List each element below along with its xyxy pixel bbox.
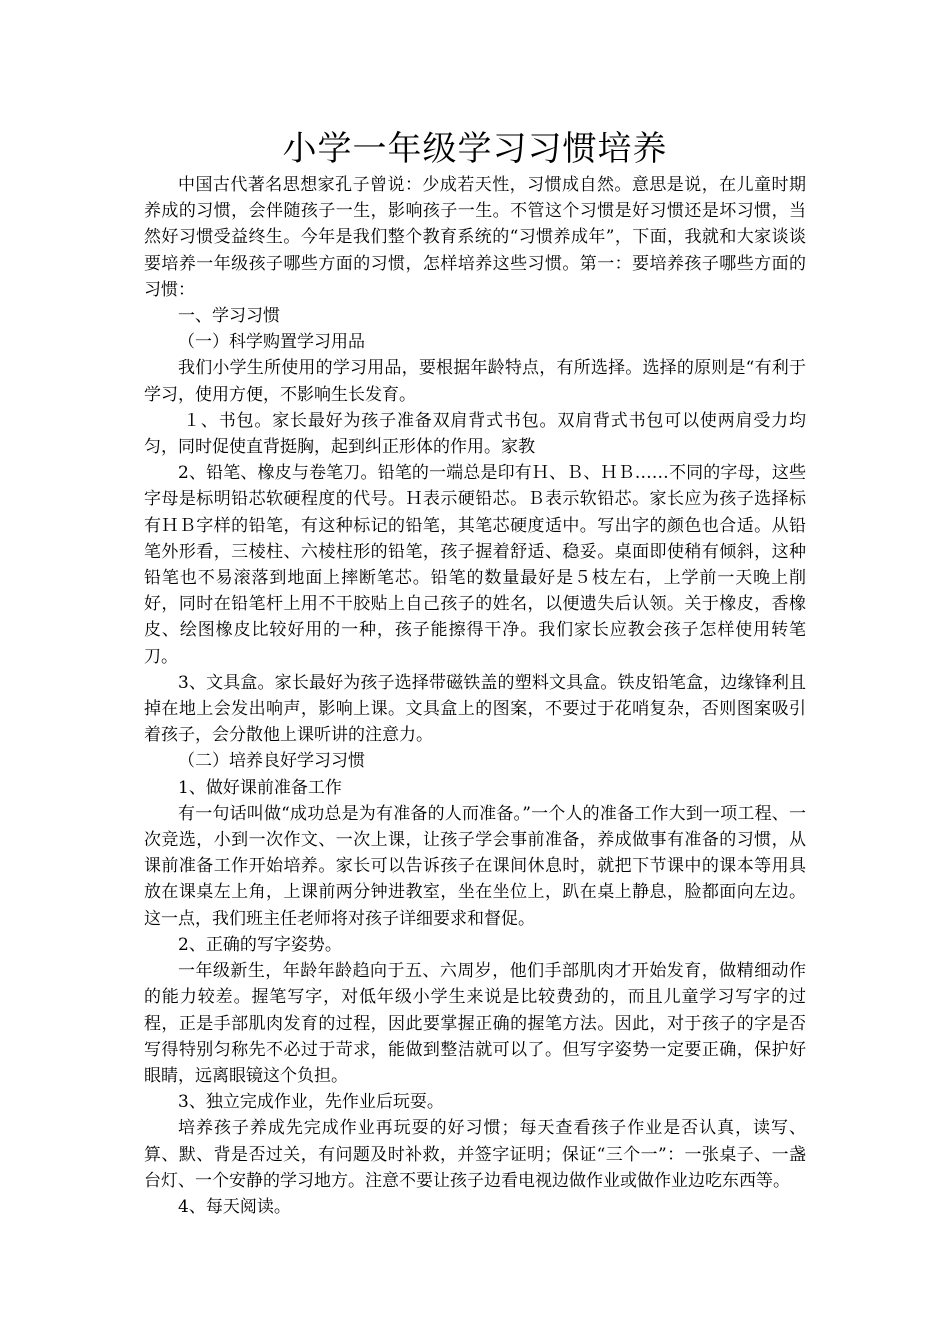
subheading-supplies: （一）科学购置学习用品 [178, 332, 365, 353]
heading-daily-reading: 4、每天阅读。 [178, 1196, 291, 1217]
heading-writing-posture: 2、正确的写字姿势。 [178, 934, 342, 955]
paragraph-pencil-box: 3、文具盒。家长最好为孩子选择带磁铁盖的塑料文具盒。铁皮铅笔盒，边缘锋利且掉在地上会发出响声，影响上课。文具盒上的图案，不要过于花哨复杂，否则图案吸引着孩子，会分散他上课听讲的注意力。 [144, 672, 806, 746]
heading-homework: 3、独立完成作业，先作业后玩耍。 [178, 1092, 444, 1113]
document-body [144, 172, 806, 1220]
heading-study-habits: 一、学习习惯 [178, 306, 280, 327]
paragraph-schoolbag: １、书包。家长最好为孩子准备双肩背式书包。双肩背式书包可以使两肩受力均匀，同时促使直背挺胸，起到纠正形体的作用。家教 [144, 410, 806, 458]
paragraph-class-preparation: 有一句话叫做“成功总是为有准备的人而准备。”一个人的准备工作大到一项工程、一次竞选，小到一次作文、一次上课，让孩子学会事前准备，养成做事有准备的习惯，从课前准备工作开始培养。家长可以告诉孩子在课间休息时，就把下节课中的课本等用具放在课桌左上角，上课前两分钟进教室，坐在坐位上，趴在桌上静息，脸都面向左边。这一点，我们班主任老师将对孩子详细要求和督促。 [144, 803, 806, 929]
paragraph-supplies-principle: 我们小学生所使用的学习用品，要根据年龄特点，有所选择。选择的原则是“有利于学习，使用方便，不影响生长发育。 [144, 358, 806, 405]
paragraph-intro: 中国古代著名思想家孔子曾说：少成若天性，习惯成自然。意思是说，在儿童时期养成的习惯，会伴随孩子一生，影响孩子一生。不管这个习惯是好习惯还是坏习惯，当然好习惯受益终生。今年是我们整个教育系统的“习惯养成年”，下面，我就和大家谈谈要培养一年级孩子哪些方面的习惯，怎样培养这些习惯。第一：要培养孩子哪些方面的习惯： [144, 175, 806, 300]
paragraph-writing-posture: 一年级新生，年龄年龄趋向于五、六周岁，他们手部肌肉才开始发育，做精细动作的能力较差。握笔写字，对低年级小学生来说是比较费劲的，而且儿童学习写字的过程，正是手部肌肉发育的过程，因此要掌握正确的握笔方法。因此，对于孩子的字是否写得特别匀称先不必过于苛求，能做到整洁就可以了。但写字姿势一定要正确，保护好眼睛，远离眼镜这个负担。 [144, 961, 806, 1086]
document-title: 小学一年级学习习惯培养 [282, 129, 668, 169]
subheading-good-habits: （二）培养良好学习习惯 [178, 751, 365, 772]
paragraph-pencils: 2、铅笔、橡皮与卷笔刀。铅笔的一端总是印有Ｈ、Ｂ、ＨＢ……不同的字母，这些字母是标明铅芯软硬程度的代号。Ｈ表示硬铅芯。Ｂ表示软铅芯。家长应为孩子选择标有ＨＢ字样的铅笔，有这种标记的铅笔，其笔芯硬度适中。写出字的颜色也合适。从铅笔外形看，三棱柱、六棱柱形的铅笔，孩子握着舒适、稳妥。桌面即使稍有倾斜，这种铅笔也不易滚落到地面上摔断笔芯。铅笔的数量最好是５枝左右，上学前一天晚上削好，同时在铅笔杆上用不干胶贴上自己孩子的姓名，以便遗失后认领。关于橡皮，香橡皮、绘图橡皮比较好用的一种，孩子能擦得干净。我们家长应教会孩子怎样使用转笔刀。 [144, 463, 806, 667]
heading-class-preparation: 1、做好课前准备工作 [178, 777, 342, 798]
paragraph-homework: 培养孩子养成先完成作业再玩耍的好习惯；每天查看孩子作业是否认真，读写、算、默、背是否过关，有问题及时补救，并签字证明；保证“三个一”：一张桌子、一盏台灯、一个安静的学习地方。注意不要让孩子边看电视边做作业或做作业边吃东西等。 [144, 1118, 806, 1191]
